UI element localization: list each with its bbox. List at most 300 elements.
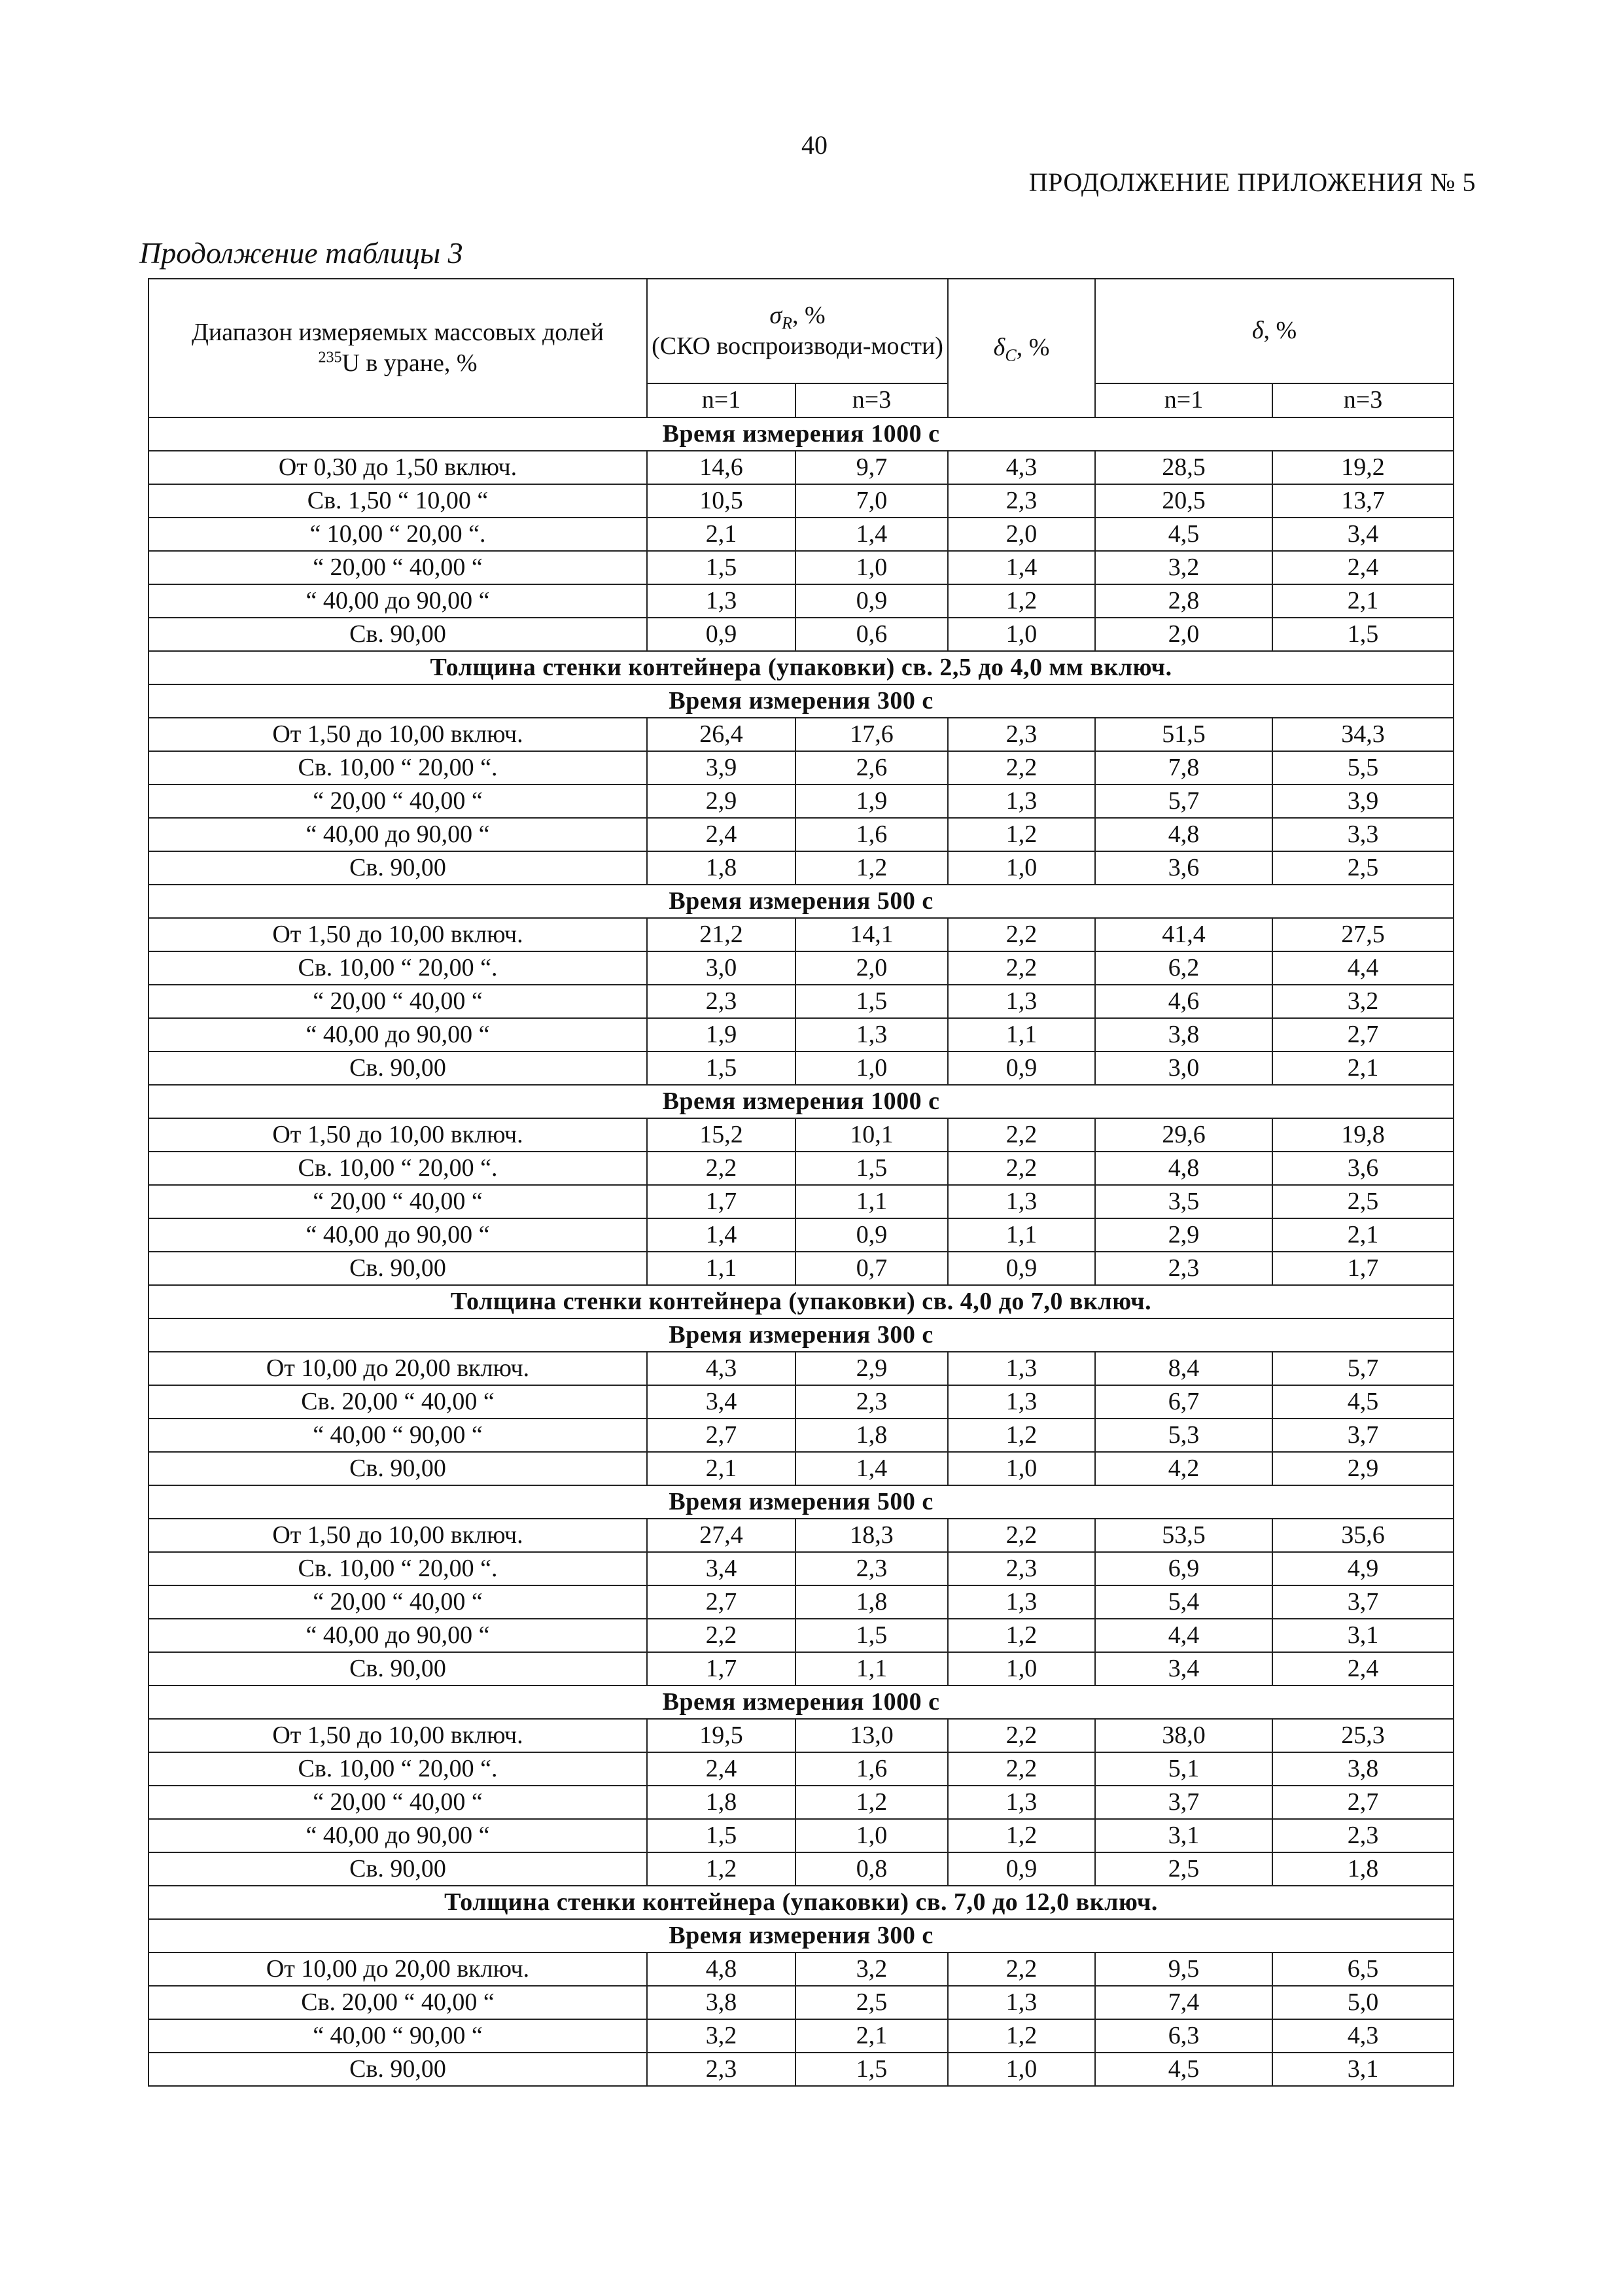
delta-n3-cell: 19,8: [1272, 1118, 1454, 1152]
range-cell: Св. 1,50 “ 10,00 “: [148, 484, 647, 518]
table-row: [148, 1952, 1454, 1986]
sigma-n1-cell: 3,8: [647, 1986, 795, 2019]
delta-n1-cell: 2,8: [1095, 584, 1272, 618]
sigma-n3-cell: 1,0: [795, 1051, 948, 1085]
delta-n1-cell: 6,9: [1095, 1552, 1272, 1585]
sigma-n3-cell: 18,3: [795, 1519, 948, 1552]
table-row: [148, 1719, 1454, 1752]
sigma-n3-cell: 3,2: [795, 1952, 948, 1986]
range-cell: Св. 90,00: [148, 618, 647, 651]
delta-unit: , %: [1263, 317, 1297, 345]
range-cell: “ 20,00 “ 40,00 “: [148, 785, 647, 818]
delta-n3-cell: 3,4: [1272, 518, 1454, 551]
delta-n3-cell: 3,9: [1272, 785, 1454, 818]
deltac-cell: 0,9: [948, 1051, 1095, 1085]
sigma-subscript: R: [782, 313, 792, 333]
section-header-row: [148, 1919, 1454, 1952]
deltac-cell: 2,2: [948, 1719, 1095, 1752]
delta-n1-cell: 4,8: [1095, 818, 1272, 851]
range-cell: Св. 90,00: [148, 1852, 647, 1886]
delta-n1-cell: 9,5: [1095, 1952, 1272, 1986]
delta-n3-cell: 4,4: [1272, 951, 1454, 985]
deltac-cell: 1,3: [948, 1585, 1095, 1619]
sigma-n1-cell: 1,3: [647, 584, 795, 618]
section-header-row: [148, 1485, 1454, 1519]
sigma-n1-cell: 3,2: [647, 2019, 795, 2053]
delta-n1-cell: 3,7: [1095, 1786, 1272, 1819]
delta-n3-cell: 2,9: [1272, 1452, 1454, 1485]
section-title: Время измерения 500 с: [148, 885, 1454, 918]
delta-n3-cell: 5,5: [1272, 751, 1454, 785]
data-table: [148, 278, 1454, 2087]
delta-n3-cell: 19,2: [1272, 451, 1454, 484]
delta-n1-cell: 41,4: [1095, 918, 1272, 951]
sigma-n1-cell: 4,3: [647, 1352, 795, 1385]
sigma-n3-cell: 1,9: [795, 785, 948, 818]
sigma-n3-cell: 1,2: [795, 1786, 948, 1819]
deltac-cell: 2,2: [948, 751, 1095, 785]
table-row: [148, 1385, 1454, 1419]
sigma-n3-cell: 9,7: [795, 451, 948, 484]
delta-n3-cell: 2,1: [1272, 1218, 1454, 1252]
deltac-cell: 1,2: [948, 1419, 1095, 1452]
delta-n3-cell: 4,9: [1272, 1552, 1454, 1585]
delta-n1-cell: 6,7: [1095, 1385, 1272, 1419]
range-cell: Св. 90,00: [148, 2053, 647, 2086]
deltac-cell: 2,2: [948, 918, 1095, 951]
sigma-n3-cell: 1,8: [795, 1419, 948, 1452]
sigma-n1-cell: 1,5: [647, 551, 795, 584]
section-title: Время измерения 1000 с: [148, 1085, 1454, 1118]
deltac-cell: 1,1: [948, 1218, 1095, 1252]
table-row: [148, 1118, 1454, 1152]
sigma-n3-cell: 2,5: [795, 1986, 948, 2019]
range-cell: Св. 20,00 “ 40,00 “: [148, 1385, 647, 1419]
deltac-cell: 1,2: [948, 584, 1095, 618]
delta-n1-cell: 4,8: [1095, 1152, 1272, 1185]
sigma-n1-cell: 10,5: [647, 484, 795, 518]
deltac-cell: 2,3: [948, 484, 1095, 518]
sigma-n3-cell: 2,0: [795, 951, 948, 985]
sigma-n1-cell: 2,7: [647, 1585, 795, 1619]
sigma-n3-cell: 1,5: [795, 985, 948, 1018]
table-row: [148, 751, 1454, 785]
range-cell: “ 20,00 “ 40,00 “: [148, 1185, 647, 1218]
table-row: [148, 818, 1454, 851]
delta-n3-cell: 2,7: [1272, 1786, 1454, 1819]
sigma-n3-cell: 1,4: [795, 518, 948, 551]
sigma-n1-header: n=1: [647, 383, 795, 417]
delta-n3-cell: 1,8: [1272, 1852, 1454, 1886]
table-row: [148, 1852, 1454, 1886]
table-row: [148, 1652, 1454, 1686]
table-row: [148, 2019, 1454, 2053]
sigma-n1-cell: 26,4: [647, 718, 795, 751]
delta-n1-cell: 5,3: [1095, 1419, 1272, 1452]
sigma-n1-cell: 2,2: [647, 1152, 795, 1185]
sigma-n1-cell: 2,2: [647, 1619, 795, 1652]
deltac-cell: 1,3: [948, 1385, 1095, 1419]
delta-n3-cell: 25,3: [1272, 1719, 1454, 1752]
range-cell: Св. 10,00 “ 20,00 “.: [148, 1752, 647, 1786]
deltac-cell: 0,9: [948, 1852, 1095, 1886]
sigma-n1-cell: 1,7: [647, 1185, 795, 1218]
range-cell: “ 40,00 до 90,00 “: [148, 584, 647, 618]
sigma-n3-cell: 2,3: [795, 1385, 948, 1419]
deltac-cell: 1,0: [948, 851, 1095, 885]
deltac-cell: 1,0: [948, 1452, 1095, 1485]
table-row: [148, 1352, 1454, 1385]
table-row: [148, 1252, 1454, 1285]
range-cell: Св. 90,00: [148, 1051, 647, 1085]
delta-n3-cell: 3,3: [1272, 818, 1454, 851]
sigma-description: (СКО воспроизводи-мости): [652, 332, 943, 360]
deltac-cell: 1,3: [948, 1352, 1095, 1385]
sigma-column-header: [647, 279, 948, 383]
sigma-n1-cell: 1,2: [647, 1852, 795, 1886]
table-row: [148, 718, 1454, 751]
range-cell: От 1,50 до 10,00 включ.: [148, 1519, 647, 1552]
deltac-cell: 1,2: [948, 1619, 1095, 1652]
table-caption: Продолжение таблицы 3: [139, 236, 463, 270]
sigma-n3-cell: 1,3: [795, 1018, 948, 1051]
deltac-cell: 1,3: [948, 1986, 1095, 2019]
section-title: Толщина стенки контейнера (упаковки) св. 2,5 до 4,0 мм включ.: [148, 651, 1454, 684]
delta-n3-cell: 2,1: [1272, 584, 1454, 618]
sigma-n3-cell: 1,2: [795, 851, 948, 885]
deltac-cell: 4,3: [948, 451, 1095, 484]
delta-n1-cell: 3,2: [1095, 551, 1272, 584]
sigma-n3-cell: 1,5: [795, 1152, 948, 1185]
table-row: [148, 918, 1454, 951]
sigma-n1-cell: 2,7: [647, 1419, 795, 1452]
table-body: [148, 417, 1454, 2086]
sigma-n1-cell: 1,8: [647, 1786, 795, 1819]
range-cell: “ 40,00 до 90,00 “: [148, 1619, 647, 1652]
page-number: 40: [801, 130, 828, 160]
range-cell: Св. 20,00 “ 40,00 “: [148, 1986, 647, 2019]
sigma-unit: , %: [792, 301, 826, 329]
range-cell: Св. 10,00 “ 20,00 “.: [148, 951, 647, 985]
sigma-n1-cell: 14,6: [647, 451, 795, 484]
delta-n1-cell: 5,7: [1095, 785, 1272, 818]
sigma-n3-cell: 14,1: [795, 918, 948, 951]
sigma-n3-cell: 17,6: [795, 718, 948, 751]
sigma-n3-cell: 2,6: [795, 751, 948, 785]
delta-n1-cell: 7,4: [1095, 1986, 1272, 2019]
delta-n1-cell: 4,5: [1095, 518, 1272, 551]
range-cell: От 1,50 до 10,00 включ.: [148, 1118, 647, 1152]
range-cell: “ 40,00 до 90,00 “: [148, 818, 647, 851]
delta-n3-cell: 6,5: [1272, 1952, 1454, 1986]
delta-n1-cell: 53,5: [1095, 1519, 1272, 1552]
delta-n1-cell: 4,2: [1095, 1452, 1272, 1485]
delta-n3-cell: 4,3: [1272, 2019, 1454, 2053]
delta-n3-cell: 3,7: [1272, 1585, 1454, 1619]
sigma-n3-cell: 1,1: [795, 1652, 948, 1686]
table-row: [148, 1786, 1454, 1819]
section-title: Время измерения 500 с: [148, 1485, 1454, 1519]
table-row: [148, 1452, 1454, 1485]
range-cell: От 10,00 до 20,00 включ.: [148, 1352, 647, 1385]
deltac-cell: 2,3: [948, 718, 1095, 751]
deltac-cell: 2,3: [948, 1552, 1095, 1585]
sigma-n1-cell: 27,4: [647, 1519, 795, 1552]
section-header-row: [148, 417, 1454, 451]
sigma-n1-cell: 3,4: [647, 1385, 795, 1419]
deltac-symbol: δ: [993, 334, 1005, 362]
range-column-header: [148, 279, 647, 417]
delta-n1-cell: 5,1: [1095, 1752, 1272, 1786]
table-row: [148, 785, 1454, 818]
table-row: [148, 1552, 1454, 1585]
delta-n1-cell: 3,5: [1095, 1185, 1272, 1218]
range-cell: “ 40,00 “ 90,00 “: [148, 2019, 647, 2053]
sigma-n1-cell: 21,2: [647, 918, 795, 951]
sigma-symbol: σ: [769, 301, 782, 329]
table-row: [148, 551, 1454, 584]
delta-n3-cell: 2,4: [1272, 1652, 1454, 1686]
sigma-n1-cell: 1,8: [647, 851, 795, 885]
sigma-n1-cell: 1,5: [647, 1051, 795, 1085]
delta-n3-cell: 5,7: [1272, 1352, 1454, 1385]
sigma-n3-cell: 7,0: [795, 484, 948, 518]
table-row: [148, 1018, 1454, 1051]
table-row: [148, 1185, 1454, 1218]
sigma-n3-cell: 1,1: [795, 1185, 948, 1218]
sigma-n3-cell: 1,6: [795, 818, 948, 851]
deltac-cell: 2,2: [948, 1952, 1095, 1986]
range-cell: От 1,50 до 10,00 включ.: [148, 918, 647, 951]
isotope-superscript: 235: [318, 349, 342, 366]
sigma-n3-cell: 1,5: [795, 1619, 948, 1652]
sigma-n3-cell: 1,5: [795, 2053, 948, 2086]
section-header-row: [148, 1318, 1454, 1352]
delta-n1-cell: 3,0: [1095, 1051, 1272, 1085]
table-row: [148, 1752, 1454, 1786]
delta-n3-cell: 2,4: [1272, 551, 1454, 584]
deltac-cell: 1,3: [948, 985, 1095, 1018]
sigma-n3-cell: 2,9: [795, 1352, 948, 1385]
delta-n1-cell: 4,6: [1095, 985, 1272, 1018]
table-row: [148, 518, 1454, 551]
delta-n1-cell: 51,5: [1095, 718, 1272, 751]
sigma-n1-cell: 1,9: [647, 1018, 795, 1051]
delta-n1-cell: 4,4: [1095, 1619, 1272, 1652]
section-header-row: [148, 651, 1454, 684]
deltac-cell: 1,0: [948, 2053, 1095, 2086]
delta-n3-cell: 3,8: [1272, 1752, 1454, 1786]
table-header: [148, 279, 1454, 417]
sigma-n1-cell: 3,9: [647, 751, 795, 785]
range-cell: “ 40,00 до 90,00 “: [148, 1819, 647, 1852]
table-row: [148, 951, 1454, 985]
section-header-row: [148, 1686, 1454, 1719]
deltac-cell: 1,4: [948, 551, 1095, 584]
delta-n3-cell: 3,1: [1272, 2053, 1454, 2086]
sigma-n1-cell: 3,0: [647, 951, 795, 985]
section-header-row: [148, 684, 1454, 718]
sigma-n3-header: n=3: [795, 383, 948, 417]
section-header-row: [148, 885, 1454, 918]
deltac-cell: 1,3: [948, 1185, 1095, 1218]
section-title: Толщина стенки контейнера (упаковки) св. 4,0 до 7,0 включ.: [148, 1285, 1454, 1318]
deltac-cell: 2,2: [948, 1519, 1095, 1552]
sigma-n3-cell: 1,0: [795, 551, 948, 584]
deltac-cell: 1,2: [948, 1819, 1095, 1852]
deltac-cell: 1,1: [948, 1018, 1095, 1051]
sigma-n3-cell: 1,8: [795, 1585, 948, 1619]
deltac-cell: 1,2: [948, 818, 1095, 851]
sigma-n1-cell: 0,9: [647, 618, 795, 651]
delta-n3-cell: 13,7: [1272, 484, 1454, 518]
range-cell: От 1,50 до 10,00 включ.: [148, 718, 647, 751]
table-row: [148, 1986, 1454, 2019]
sigma-n3-cell: 1,4: [795, 1452, 948, 1485]
sigma-n1-cell: 1,7: [647, 1652, 795, 1686]
delta-n1-cell: 3,1: [1095, 1819, 1272, 1852]
deltac-cell: 1,3: [948, 1786, 1095, 1819]
range-cell: Св. 90,00: [148, 1452, 647, 1485]
range-cell: От 0,30 до 1,50 включ.: [148, 451, 647, 484]
appendix-heading: ПРОДОЛЖЕНИЕ ПРИЛОЖЕНИЯ № 5: [1028, 168, 1476, 197]
section-title: Время измерения 1000 с: [148, 1686, 1454, 1719]
section-title: Толщина стенки контейнера (упаковки) св. 7,0 до 12,0 включ.: [148, 1886, 1454, 1919]
sigma-n3-cell: 0,8: [795, 1852, 948, 1886]
delta-n1-cell: 2,5: [1095, 1852, 1272, 1886]
range-cell: Св. 10,00 “ 20,00 “.: [148, 1152, 647, 1185]
sigma-n1-cell: 1,4: [647, 1218, 795, 1252]
range-cell: Св. 90,00: [148, 1652, 647, 1686]
range-cell: “ 40,00 до 90,00 “: [148, 1018, 647, 1051]
delta-n1-cell: 6,2: [1095, 951, 1272, 985]
range-cell: Св. 10,00 “ 20,00 “.: [148, 751, 647, 785]
deltac-cell: 1,3: [948, 785, 1095, 818]
deltac-cell: 2,0: [948, 518, 1095, 551]
sigma-n1-cell: 1,1: [647, 1252, 795, 1285]
sigma-n3-cell: 13,0: [795, 1719, 948, 1752]
deltac-cell: 1,2: [948, 2019, 1095, 2053]
range-header-line1: Диапазон измеряемых массовых долей: [192, 318, 604, 346]
delta-n3-cell: 3,6: [1272, 1152, 1454, 1185]
sigma-n1-cell: 1,5: [647, 1819, 795, 1852]
sigma-n3-cell: 0,6: [795, 618, 948, 651]
delta-n1-cell: 29,6: [1095, 1118, 1272, 1152]
table-row: [148, 1419, 1454, 1452]
deltac-cell: 2,2: [948, 1152, 1095, 1185]
sigma-n3-cell: 2,1: [795, 2019, 948, 2053]
table-row: [148, 2053, 1454, 2086]
range-cell: “ 20,00 “ 40,00 “: [148, 551, 647, 584]
delta-n1-cell: 7,8: [1095, 751, 1272, 785]
delta-n3-cell: 34,3: [1272, 718, 1454, 751]
table-row: [148, 1519, 1454, 1552]
delta-column-header: [1095, 279, 1454, 383]
sigma-n1-cell: 2,1: [647, 1452, 795, 1485]
sigma-n3-cell: 0,9: [795, 1218, 948, 1252]
table-row: [148, 851, 1454, 885]
range-cell: “ 20,00 “ 40,00 “: [148, 1585, 647, 1619]
delta-n3-cell: 2,7: [1272, 1018, 1454, 1051]
delta-n3-cell: 3,2: [1272, 985, 1454, 1018]
range-cell: От 10,00 до 20,00 включ.: [148, 1952, 647, 1986]
delta-n1-cell: 3,6: [1095, 851, 1272, 885]
sigma-n1-cell: 4,8: [647, 1952, 795, 1986]
sigma-n3-cell: 2,3: [795, 1552, 948, 1585]
delta-n3-cell: 2,3: [1272, 1819, 1454, 1852]
sigma-n1-cell: 2,4: [647, 818, 795, 851]
sigma-n3-cell: 1,0: [795, 1819, 948, 1852]
delta-n3-cell: 1,5: [1272, 618, 1454, 651]
table-row: [148, 985, 1454, 1018]
sigma-n3-cell: 10,1: [795, 1118, 948, 1152]
sigma-n3-cell: 0,7: [795, 1252, 948, 1285]
delta-n3-cell: 4,5: [1272, 1385, 1454, 1419]
range-cell: Св. 90,00: [148, 851, 647, 885]
range-cell: Св. 10,00 “ 20,00 “.: [148, 1552, 647, 1585]
range-cell: “ 10,00 “ 20,00 “.: [148, 518, 647, 551]
table-row: [148, 1585, 1454, 1619]
delta-n3-cell: 2,5: [1272, 1185, 1454, 1218]
table-row: [148, 1218, 1454, 1252]
delta-n1-cell: 2,0: [1095, 618, 1272, 651]
sigma-n1-cell: 2,3: [647, 2053, 795, 2086]
range-cell: “ 40,00 до 90,00 “: [148, 1218, 647, 1252]
sigma-n1-cell: 19,5: [647, 1719, 795, 1752]
deltac-cell: 2,2: [948, 1752, 1095, 1786]
delta-n3-cell: 2,1: [1272, 1051, 1454, 1085]
table-row: [148, 1819, 1454, 1852]
deltac-cell: 1,0: [948, 1652, 1095, 1686]
delta-n1-cell: 28,5: [1095, 451, 1272, 484]
delta-n1-cell: 6,3: [1095, 2019, 1272, 2053]
delta-n1-cell: 2,3: [1095, 1252, 1272, 1285]
range-cell: От 1,50 до 10,00 включ.: [148, 1719, 647, 1752]
section-title: Время измерения 300 с: [148, 1318, 1454, 1352]
deltac-cell: 1,0: [948, 618, 1095, 651]
delta-n3-cell: 2,5: [1272, 851, 1454, 885]
delta-n3-cell: 3,1: [1272, 1619, 1454, 1652]
sigma-n1-cell: 2,3: [647, 985, 795, 1018]
delta-n1-cell: 3,4: [1095, 1652, 1272, 1686]
table-row: [148, 1051, 1454, 1085]
delta-n1-cell: 20,5: [1095, 484, 1272, 518]
sigma-n1-cell: 3,4: [647, 1552, 795, 1585]
section-title: Время измерения 1000 с: [148, 417, 1454, 451]
delta-n1-cell: 38,0: [1095, 1719, 1272, 1752]
table-row: [148, 584, 1454, 618]
delta-n3-cell: 3,7: [1272, 1419, 1454, 1452]
sigma-n1-cell: 15,2: [647, 1118, 795, 1152]
delta-n1-header: n=1: [1095, 383, 1272, 417]
delta-n1-cell: 2,9: [1095, 1218, 1272, 1252]
deltac-cell: 0,9: [948, 1252, 1095, 1285]
table-row: [148, 1152, 1454, 1185]
sigma-n1-cell: 2,1: [647, 518, 795, 551]
table-row: [148, 618, 1454, 651]
section-title: Время измерения 300 с: [148, 684, 1454, 718]
delta-n1-cell: 4,5: [1095, 2053, 1272, 2086]
delta-symbol: δ: [1251, 317, 1264, 345]
sigma-n3-cell: 1,6: [795, 1752, 948, 1786]
section-header-row: [148, 1285, 1454, 1318]
range-cell: “ 20,00 “ 40,00 “: [148, 985, 647, 1018]
delta-n3-cell: 1,7: [1272, 1252, 1454, 1285]
deltac-cell: 2,2: [948, 1118, 1095, 1152]
range-cell: “ 20,00 “ 40,00 “: [148, 1786, 647, 1819]
sigma-n1-cell: 2,4: [647, 1752, 795, 1786]
table-row: [148, 484, 1454, 518]
